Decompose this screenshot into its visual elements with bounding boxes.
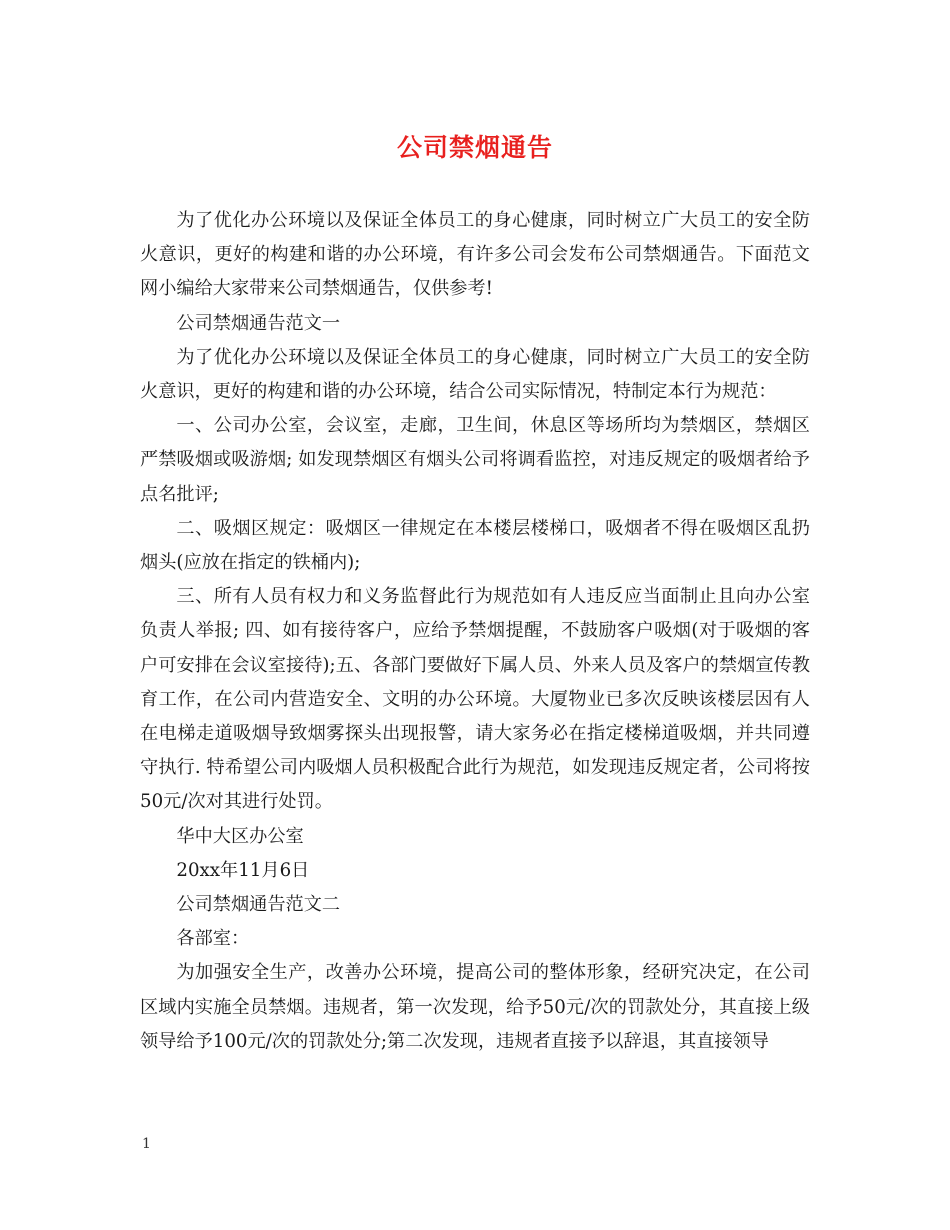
body-paragraph: 为了优化办公环境以及保证全体员工的身心健康，同时树立广大员工的安全防火意识，更好的构建和谐的办公环境，结合公司实际情况，特制定本行为规范： [140,346,810,403]
document-body [140,204,810,1059]
signature-date: 20xx年11月6日 [176,859,310,881]
section-heading-1: 公司禁烟通告范文一 [176,312,341,334]
salutation: 各部室： [176,928,250,950]
rule-item-1: 一、公司办公室，会议室，走廊，卫生间，休息区等场所均为禁烟区，禁烟区严禁吸烟或吸游烟; 如发现禁烟区有烟头公司将调看监控，对违反规定的吸烟者给予点名批评; [140,415,810,505]
page-number: 1 [142,1136,151,1152]
section-heading-2: 公司禁烟通告范文二 [176,894,341,916]
intro-paragraph: 为了优化办公环境以及保证全体员工的身心健康，同时树立广大员工的安全防火意识，更好的构建和谐的办公环境，有许多公司会发布公司禁烟通告。下面范文网小编给大家带来公司禁烟通告，仅供参考! [140,210,810,300]
rule-item-2: 二、吸烟区规定：吸烟区一律规定在本楼层楼梯口，吸烟者不得在吸烟区乱扔烟头(应放在指定的铁桶内); [140,517,810,574]
body-paragraph: 为加强安全生产，改善办公环境，提高公司的整体形象，经研究决定，在公司区域内实施全员禁烟。违规者，第一次发现，给予50元/次的罚款处分，其直接上级领导给予100元/次的罚款处分;第二次发现，违规者直接予以辞退，其直接领导 [140,962,810,1052]
signature-office: 华中大区办公室 [176,825,304,847]
document-title: 公司禁烟通告 [396,133,553,162]
rule-item-3: 三、所有人员有权力和义务监督此行为规范如有人违反应当面制止且向办公室负责人举报; 四、如有接待客户，应给予禁烟提醒，不鼓励客户吸烟(对于吸烟的客户可安排在会议室接待);五、各部门要做好下属人员、外来人员及客户的禁烟宣传教育工作，在公司内营造安全、文明的办公环境。大厦物业已多次反映该楼层因有人在电梯走道吸烟导致烟雾探头出现报警，请大家务必在指定楼梯道吸烟，并共同遵守执行. 特希望公司内吸烟人员积极配合此行为规范，如发现违反规定者，公司将按50元/次对其进行处罚。 [140,586,810,813]
